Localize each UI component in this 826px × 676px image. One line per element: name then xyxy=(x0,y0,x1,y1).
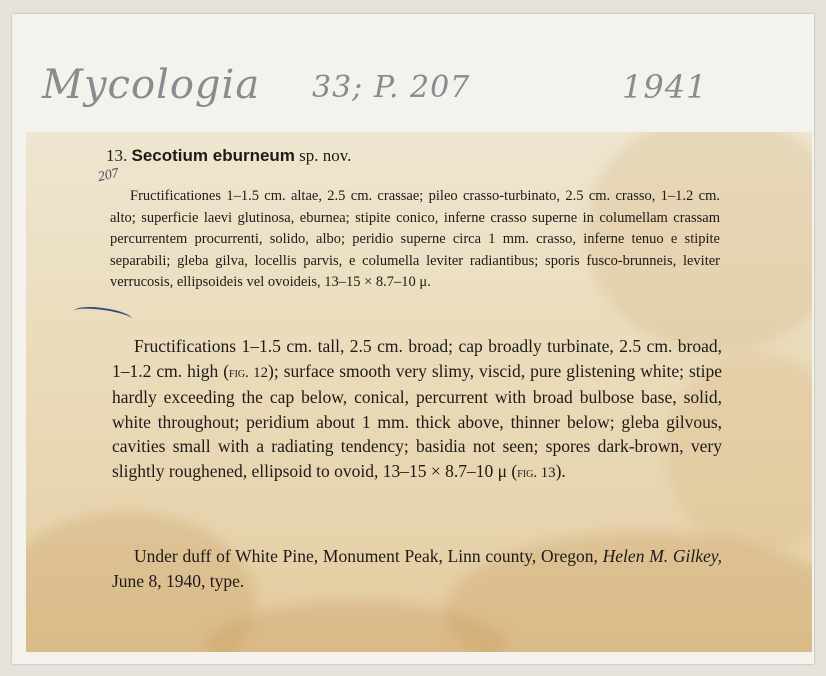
handwritten-journal: Mycologia xyxy=(42,62,261,108)
english-text-2: ); surface smooth very slimy, viscid, pure glistening white; stipe hardly exceeding the cap below, conical, percurrent with broad bulbose base, solid, white throughout; peridium about 1 mm. thick above, thinner below; gleba gilvous, cavities small with a radiating tendency; basidia not seen; spores dark-brown, very slightly roughened, ellipsoid to ovoid, 13–15 × 8.7–10 μ ( xyxy=(112,360,722,481)
latin-paragraph: Fructificationes 1–1.5 cm. altae, 2.5 cm. crassae; pileo crasso-turbinato, 2.5 cm. crasso, 1–1.2 cm. alto; superficie laevi glutinosa, eburnea; stipite conico, inferne crasso superne in columellam crassam percurrentem procurrenti, solido, albo; peridio superne circa 1 mm. crasso, inferne tenuo e stipite separabili; gleba gilva, locellis parvis, e columella leviter radiantibus; sporis fusco-brunneis, leviter verrucosis, ellipsoideis vel ovoideis, 13–15 × 8.7–10 μ. xyxy=(110,188,720,290)
handwritten-citation xyxy=(32,62,812,122)
figure-13-ref: fig. 13 xyxy=(517,464,556,481)
figure-12-ref: fig. 12 xyxy=(229,364,269,381)
locality-text-1: Under duff of White Pine, Monument Peak, Linn county, Oregon, xyxy=(134,546,603,566)
locality-paragraph xyxy=(112,544,722,594)
handwritten-volume-page: 33; P. 207 xyxy=(312,70,471,105)
english-text-3: ). xyxy=(555,460,566,481)
herbarium-sheet xyxy=(12,14,814,664)
english-paragraph xyxy=(112,334,722,485)
species-name: Secotium eburneum xyxy=(131,146,295,165)
margin-note: 207 xyxy=(96,165,121,186)
locality-text-2: June 8, 1940, type. xyxy=(112,571,245,591)
collector-name: Helen M. Gilkey, xyxy=(602,546,722,566)
heading-suffix: sp. nov. xyxy=(299,146,352,165)
pen-underline-mark xyxy=(73,304,132,326)
latin-description xyxy=(110,186,720,294)
handwritten-year: 1941 xyxy=(622,68,708,106)
english-description xyxy=(112,334,722,485)
english-text-1: Fructifications 1–1.5 cm. tall, 2.5 cm. broad; cap broadly turbinate, 2.5 cm. broad, 1–1.2 cm. high ( xyxy=(112,336,722,381)
species-heading xyxy=(106,146,351,166)
printed-clipping xyxy=(26,132,812,652)
heading-number: 13. xyxy=(106,146,128,165)
